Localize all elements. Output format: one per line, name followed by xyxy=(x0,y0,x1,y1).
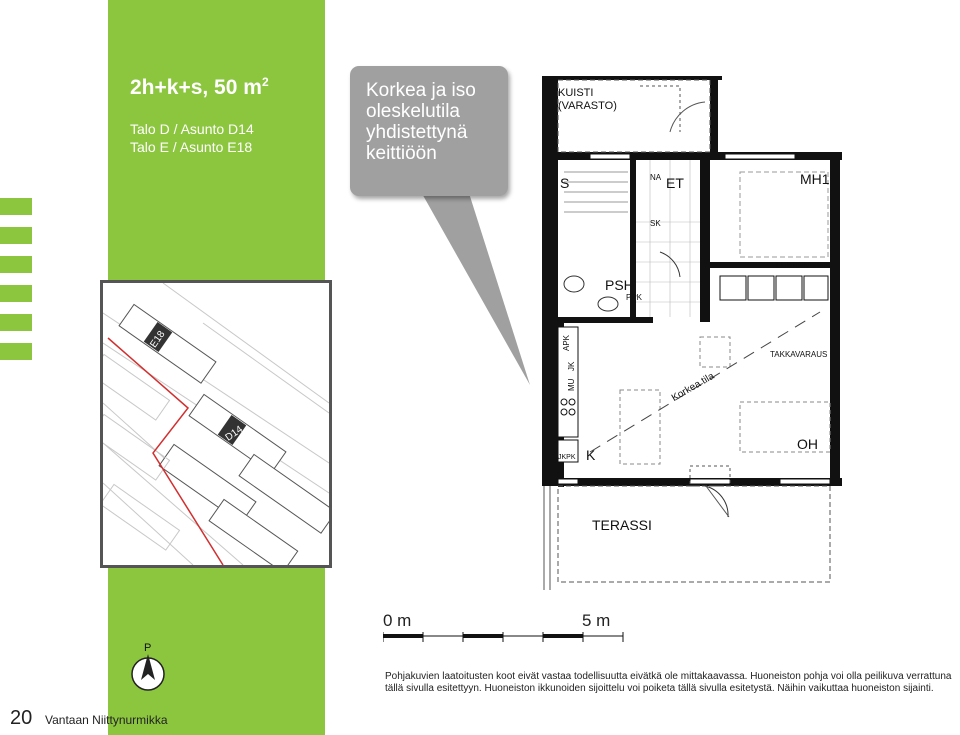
label-jkpk: JKPK xyxy=(558,454,576,461)
label-takkavaraus: TAKKAVARAUS xyxy=(770,350,828,359)
room-label-sk: SK xyxy=(650,219,661,228)
scale-bar xyxy=(383,632,633,644)
label-ppk: PPK xyxy=(626,293,643,302)
page-footer-title: Vantaan Niittynurmikka xyxy=(45,713,168,727)
disclaimer-text: Pohjakuvien laatoitusten koot eivät vastaa todellisuutta eivätkä ole mittakaavassa. Huoneiston pohja voi olla peilikuva verrattuna tällä sivulla esitettyyn. Huoneiston ikkunoiden sijoittelu voi poiketa tällä sivulla esitetystä. Näihin vaikuttaa huoneiston sijainti. xyxy=(385,671,952,694)
room-label-kuisti: KUISTI xyxy=(558,87,594,99)
apartment-type-title: 2h+k+s, 50 $m^2$ xyxy=(130,75,269,99)
room-label-sauna: S xyxy=(560,175,570,191)
north-arrow-icon xyxy=(129,640,169,695)
label-korkea-tila: Korkea tila xyxy=(669,370,717,404)
room-label-mh1: MH1 xyxy=(800,171,830,187)
label-liukuovivaraus: Liukuovivaraus xyxy=(776,261,830,270)
site-map-drawing xyxy=(103,283,329,565)
label-mu: MU xyxy=(567,378,576,391)
room-label-k: K xyxy=(586,447,596,463)
label-apk: APK xyxy=(562,334,571,351)
callout-text: Korkea ja iso oleskelutila yhdistettynä keittiöön xyxy=(366,80,476,164)
room-label-terassi: TERASSI xyxy=(592,517,652,533)
site-label-d14: D14 xyxy=(223,424,245,444)
site-label-e18: E18 xyxy=(148,329,168,350)
page-number: 20 xyxy=(10,707,33,729)
floor-plan xyxy=(530,72,850,592)
scale-end-label: 5 m xyxy=(582,611,611,630)
label-jk: JK xyxy=(567,361,576,371)
room-label-varasto: (VARASTO) xyxy=(558,100,617,112)
room-label-et: ET xyxy=(666,175,684,191)
building-line-d: Talo D / Asunto D14 xyxy=(130,121,254,137)
room-label-oh: OH xyxy=(797,436,818,452)
room-label-na: NA xyxy=(650,173,662,182)
room-label-psh: PSH xyxy=(605,277,634,293)
site-map xyxy=(100,280,332,568)
scale-start-label: 0 m xyxy=(383,611,412,630)
building-line-e: Talo E / Asunto E18 xyxy=(130,139,253,155)
compass-label: P xyxy=(144,642,152,654)
